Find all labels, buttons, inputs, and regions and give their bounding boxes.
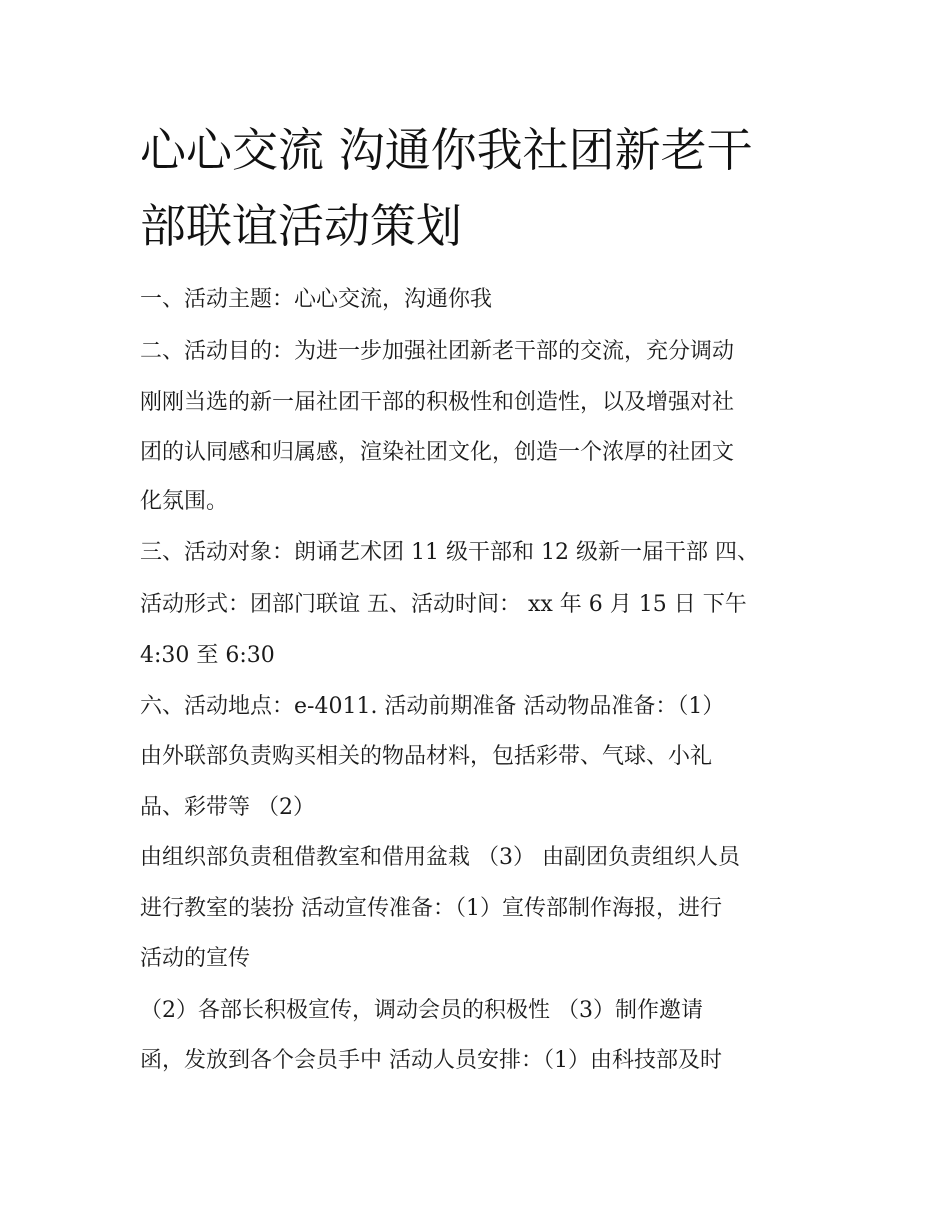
title-line: 心心交流 沟通你我社团新老干 [140, 123, 753, 177]
body-line: 刚刚当选的新一届社团干部的积极性和创造性，以及增强对社 [140, 390, 735, 415]
body-line: 由外联部负责购买相关的物品材料，包括彩带、气球、小礼 [140, 744, 713, 769]
body-line: 由组织部负责租借教室和借用盆栽 （3） 由副团负责组织人员 [140, 845, 740, 870]
body-line: 活动的宣传 [140, 946, 251, 971]
body-line: 活动形式：团部门联谊 五、活动时间： xx 年 6 月 15 日 下午 [140, 592, 747, 617]
document-title [140, 112, 820, 264]
body-line: 进行教室的装扮 活动宣传准备：（1）宣传部制作海报，进行 [140, 896, 722, 921]
body-line: 团的认同感和归属感，渲染社团文化，创造一个浓厚的社团文 [140, 440, 735, 465]
body-line: 六、活动地点：e-4011. 活动前期准备 活动物品准备：（1） [140, 694, 725, 719]
body-line: 4:30 至 6:30 [140, 643, 275, 668]
body-line: 化氛围。 [140, 489, 229, 514]
body-line: 三、活动对象：朗诵艺术团 11 级干部和 12 级新一届干部 四、 [140, 540, 759, 565]
body-line: （2）各部长积极宣传，调动会员的积极性 （3）制作邀请 [140, 998, 703, 1023]
body-line: 品、彩带等 （2） [140, 795, 315, 820]
body-line: 函，发放到各个会员手中 活动人员安排：（1）由科技部及时 [140, 1048, 722, 1073]
body-line: 一、活动主题：心心交流，沟通你我 [140, 287, 493, 312]
body-line: 二、活动目的：为进一步加强社团新老干部的交流，充分调动 [140, 339, 735, 364]
title-line: 部联谊活动策划 [140, 199, 462, 253]
